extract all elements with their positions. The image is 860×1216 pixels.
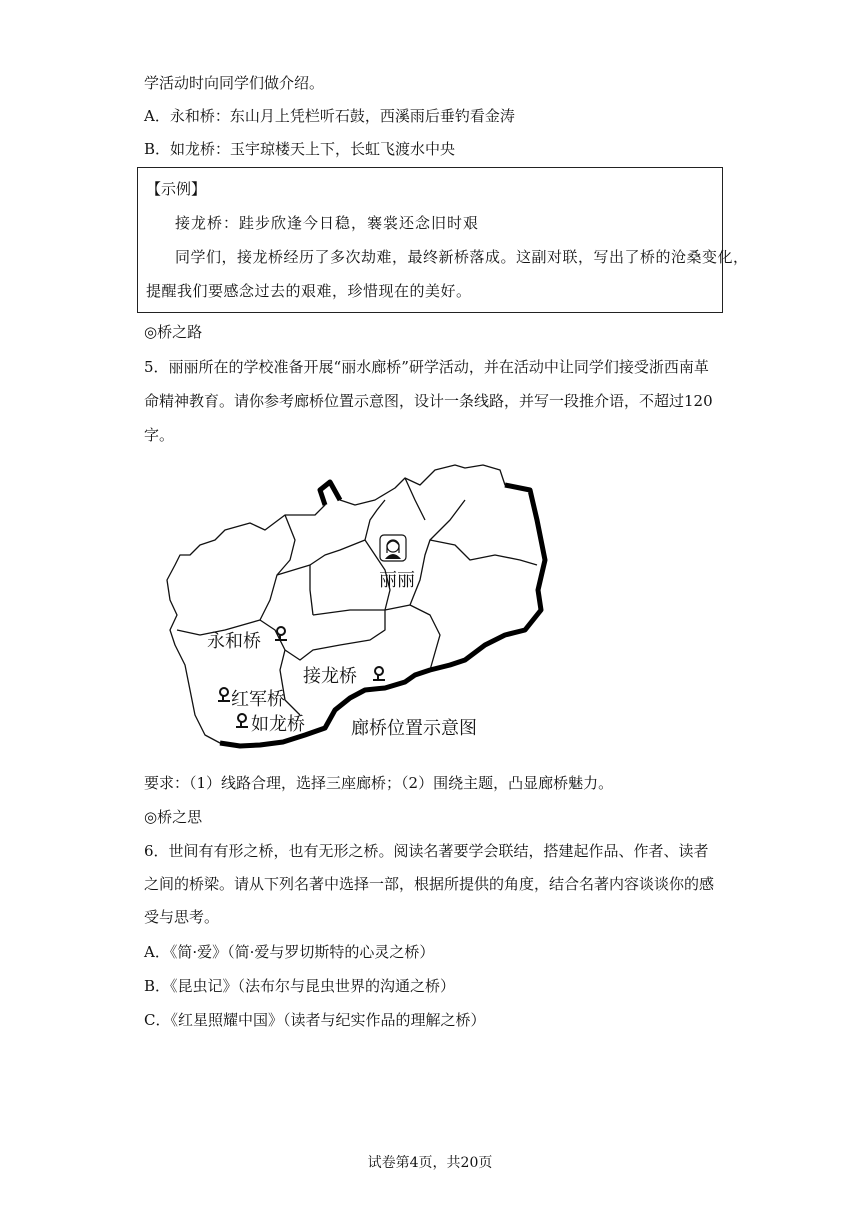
example-explain-2: 提醒我们要感念过去的艰难，珍惜现在的美好。 <box>146 282 472 300</box>
bridge-label-hongjun: 红军桥 <box>231 689 285 710</box>
pin-icon <box>236 714 248 727</box>
example-header: 【示例】 <box>146 180 207 198</box>
section-road-heading: ◎桥之路 <box>144 323 203 341</box>
pin-icon <box>373 667 385 680</box>
map-caption: 廊桥位置示意图 <box>351 718 477 739</box>
map-outline <box>167 465 545 746</box>
q6-line-3: 受与思考。 <box>144 908 220 926</box>
q6-line-1: 6．世间有有形之桥，也有无形之桥。阅读名著要学会联结，搭建起作品、作者、读者 <box>144 842 709 860</box>
example-explain-1: 同学们，接龙桥经历了多次劫难，最终新桥落成。这副对联，写出了桥的沧桑变化， <box>175 248 749 266</box>
q5-line-1: 5．丽丽所在的学校准备开展“丽水廊桥”研学活动，并在活动中让同学们接受浙西南革 <box>144 358 709 376</box>
bridge-label-jielong: 接龙桥 <box>303 666 357 687</box>
q6-line-2: 之间的桥梁。请从下列名著中选择一部，根据所提供的角度，结合名著内容谈谈你的感 <box>144 875 715 893</box>
person-label: 丽丽 <box>379 570 415 591</box>
page-footer: 试卷第4页，共20页 <box>367 1155 493 1171</box>
intro-line: 学活动时向同学们做介绍。 <box>144 74 325 92</box>
q5-line-3: 字。 <box>144 426 175 444</box>
example-couplet: 接龙桥：跬步欣逢今日稳，褰裳还念旧时艰 <box>175 214 480 232</box>
q4-option-b: B．如龙桥：玉宇琼楼天上下，长虹飞渡水中央 <box>144 140 456 158</box>
bridge-label-yonghe: 永和桥 <box>207 631 261 652</box>
person-icon <box>380 535 406 561</box>
q5-requirement: 要求：（1）线路合理，选择三座廊桥；（2）围绕主题，凸显廊桥魅力。 <box>144 774 614 792</box>
q5-line-2: 命精神教育。请你参考廊桥位置示意图，设计一条线路，并写一段推介语，不超过120 <box>144 392 713 410</box>
pin-icon <box>218 688 230 701</box>
q6-option-b: B．《昆虫记》（法布尔与昆虫世界的沟通之桥） <box>144 977 456 995</box>
q6-option-a: A．《简·爱》（简·爱与罗切斯特的心灵之桥） <box>144 943 435 961</box>
example-box <box>137 167 749 313</box>
bridge-location-map <box>165 460 555 760</box>
bridge-label-rulong: 如龙桥 <box>251 714 305 735</box>
section-think-heading: ◎桥之思 <box>144 808 203 826</box>
q4-option-a: A．永和桥：东山月上凭栏听石鼓，西溪雨后垂钓看金涛 <box>144 107 515 125</box>
pin-icon <box>275 621 287 640</box>
q6-option-c: C．《红星照耀中国》（读者与纪实作品的理解之桥） <box>144 1011 486 1029</box>
